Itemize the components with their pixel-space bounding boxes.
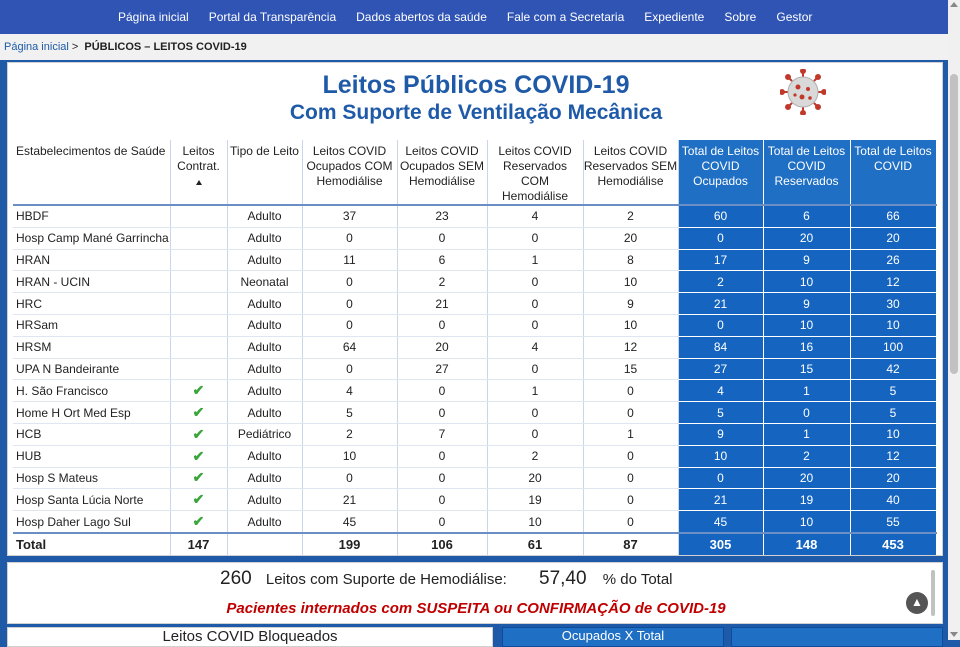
row-contrat (170, 358, 227, 380)
row-tot-occ: 10 (678, 445, 763, 467)
row-res-sem: 12 (583, 336, 678, 358)
check-icon: ✔ (192, 491, 205, 508)
row-tot-res: 9 (763, 293, 850, 315)
row-name: HBDF (13, 205, 170, 227)
row-res-sem: 1 (583, 423, 678, 445)
beds-table (13, 140, 937, 555)
row-res-sem: 2 (583, 205, 678, 227)
row-res-com: 19 (487, 489, 583, 511)
nav-link-3[interactable]: Fale com a Secretaria (506, 10, 625, 24)
hemo-label: Leitos com Suporte de Hemodiálise: (265, 571, 507, 588)
row-tot-res: 20 (763, 467, 850, 489)
row-name: HRSam (13, 314, 170, 336)
col-header-tipo-leito[interactable]: Tipo de Leito (227, 140, 302, 205)
row-contrat (170, 380, 227, 402)
row-tipo: Adulto (227, 336, 302, 358)
row-tipo: Adulto (227, 402, 302, 424)
row-name: HRAN - UCIN (13, 271, 170, 293)
row-occ-com: 0 (302, 467, 397, 489)
row-res-sem: 0 (583, 380, 678, 402)
row-res-sem: 9 (583, 293, 678, 315)
row-occ-com: 4 (302, 380, 397, 402)
nav-link-1[interactable]: Portal da Transparência (208, 10, 337, 24)
row-tot-res: 2 (763, 445, 850, 467)
row-occ-sem: 0 (397, 227, 487, 249)
row-tot: 40 (850, 489, 936, 511)
row-contrat (170, 445, 227, 467)
row-tot-occ: 4 (678, 380, 763, 402)
row-tot-res: 0 (763, 402, 850, 424)
nav-link-6[interactable]: Gestor (776, 10, 813, 24)
row-tipo: Adulto (227, 314, 302, 336)
scroll-up-icon[interactable] (950, 2, 958, 7)
col-header-total-leitos[interactable]: Total de Leitos COVID (850, 140, 936, 205)
table-row (13, 314, 936, 336)
row-name: Hosp S Mateus (13, 467, 170, 489)
totals-res-com: 61 (487, 533, 583, 555)
hemodialysis-summary (220, 568, 673, 590)
row-tot-occ: 21 (678, 489, 763, 511)
row-res-sem: 10 (583, 314, 678, 336)
row-tot: 20 (850, 467, 936, 489)
totals-tot: 453 (850, 533, 936, 555)
page-title: Leitos Públicos COVID-19 (322, 71, 630, 99)
row-tot-occ: 2 (678, 271, 763, 293)
totals-tipo (227, 533, 302, 555)
row-name: Hosp Camp Mané Garrincha (13, 227, 170, 249)
row-occ-sem: 2 (397, 271, 487, 293)
col-header-total-ocupados[interactable]: Total de Leitos COVID Ocupados (678, 140, 763, 205)
row-res-sem: 0 (583, 489, 678, 511)
sort-ascending-icon[interactable] (196, 180, 202, 185)
row-contrat (170, 423, 227, 445)
row-occ-sem: 20 (397, 336, 487, 358)
row-res-com: 10 (487, 511, 583, 533)
breadcrumb-home-link[interactable]: Página inicial (4, 41, 69, 53)
totals-tot-res: 148 (763, 533, 850, 555)
totals-tot-occ: 305 (678, 533, 763, 555)
row-occ-com: 0 (302, 314, 397, 336)
nav-link-4[interactable]: Expediente (644, 10, 705, 24)
row-res-com: 0 (487, 402, 583, 424)
row-tot-res: 1 (763, 423, 850, 445)
table-row (13, 380, 936, 402)
row-occ-com: 0 (302, 271, 397, 293)
row-occ-sem: 0 (397, 445, 487, 467)
row-tot-occ: 45 (678, 511, 763, 533)
row-tipo: Adulto (227, 511, 302, 533)
page-subtitle: Com Suporte de Ventilação Mecânica (289, 101, 663, 124)
row-occ-com: 0 (302, 358, 397, 380)
check-icon: ✔ (192, 513, 205, 530)
row-occ-sem: 6 (397, 249, 487, 271)
col-header-ocupados-com[interactable]: Leitos COVID Ocupados COM Hemodiálise (302, 140, 397, 205)
row-tot: 66 (850, 205, 936, 227)
check-icon: ✔ (192, 447, 205, 464)
row-tot-occ: 9 (678, 423, 763, 445)
row-tot-occ: 17 (678, 249, 763, 271)
extra-tab[interactable] (731, 627, 943, 647)
totals-label: Total (13, 533, 170, 555)
row-occ-sem: 0 (397, 402, 487, 424)
row-name: Home H Ort Med Esp (13, 402, 170, 424)
row-tot: 10 (850, 423, 936, 445)
nav-link-0[interactable]: Página inicial (118, 10, 189, 24)
row-tipo: Adulto (227, 467, 302, 489)
row-occ-sem: 27 (397, 358, 487, 380)
table-row (13, 336, 936, 358)
table-row (13, 467, 936, 489)
row-name: HRC (13, 293, 170, 315)
row-contrat (170, 511, 227, 533)
col-header-estabelecimento[interactable]: Estabelecimentos de Saúde (13, 140, 170, 205)
row-occ-com: 10 (302, 445, 397, 467)
totals-contrat: 147 (170, 533, 227, 555)
row-tot-occ: 5 (678, 402, 763, 424)
totals-occ-sem: 106 (397, 533, 487, 555)
totals-occ-com: 199 (302, 533, 397, 555)
row-res-sem: 10 (583, 271, 678, 293)
row-name: Hosp Santa Lúcia Norte (13, 489, 170, 511)
row-occ-sem: 0 (397, 511, 487, 533)
row-tipo: Pediátrico (227, 423, 302, 445)
row-occ-sem: 7 (397, 423, 487, 445)
row-contrat (170, 467, 227, 489)
row-name: HUB (13, 445, 170, 467)
row-tot: 100 (850, 336, 936, 358)
row-tot-res: 19 (763, 489, 850, 511)
col-header-reservados-com[interactable]: Leitos COVID Reservados COM Hemodiálise (487, 140, 583, 205)
table-row (13, 271, 936, 293)
totals-res-sem: 87 (583, 533, 678, 555)
row-tot-res: 10 (763, 271, 850, 293)
row-res-com: 20 (487, 467, 583, 489)
row-tot: 42 (850, 358, 936, 380)
summary-panel (7, 562, 943, 624)
breadcrumb-separator: > (68, 41, 82, 53)
row-occ-sem: 0 (397, 380, 487, 402)
row-tipo: Adulto (227, 445, 302, 467)
chevron-up-icon: ▲ (911, 595, 923, 609)
row-occ-com: 37 (302, 205, 397, 227)
row-occ-com: 11 (302, 249, 397, 271)
row-tot-res: 16 (763, 336, 850, 358)
table-row (13, 227, 936, 249)
row-tot: 10 (850, 314, 936, 336)
check-icon: ✔ (192, 469, 205, 486)
top-nav (0, 0, 948, 34)
hemo-count: 260 (220, 568, 252, 589)
table-row (13, 402, 936, 424)
row-res-sem: 0 (583, 511, 678, 533)
row-tipo: Adulto (227, 249, 302, 271)
row-name: UPA N Bandeirante (13, 358, 170, 380)
beds-panel (7, 62, 943, 556)
row-contrat (170, 336, 227, 358)
row-res-com: 1 (487, 249, 583, 271)
table-row (13, 423, 936, 445)
row-name: HRSM (13, 336, 170, 358)
row-tot-occ: 0 (678, 467, 763, 489)
row-occ-com: 5 (302, 402, 397, 424)
hemo-percent-label: % do Total (602, 571, 673, 588)
occupied-vs-total-label: Ocupados X Total (561, 628, 665, 643)
row-tot-res: 20 (763, 227, 850, 249)
row-name: HCB (13, 423, 170, 445)
row-occ-sem: 21 (397, 293, 487, 315)
row-res-com: 0 (487, 423, 583, 445)
row-occ-sem: 23 (397, 205, 487, 227)
row-contrat (170, 205, 227, 227)
row-tot-occ: 0 (678, 227, 763, 249)
row-tipo: Adulto (227, 358, 302, 380)
breadcrumb (0, 34, 948, 60)
row-res-com: 2 (487, 445, 583, 467)
blocked-beds-panel (7, 627, 493, 647)
row-name: Hosp Daher Lago Sul (13, 511, 170, 533)
row-res-sem: 0 (583, 467, 678, 489)
row-res-com: 4 (487, 205, 583, 227)
row-contrat (170, 271, 227, 293)
row-tot: 12 (850, 445, 936, 467)
row-contrat (170, 227, 227, 249)
table-row (13, 489, 936, 511)
row-contrat (170, 489, 227, 511)
row-tot: 5 (850, 402, 936, 424)
row-tot-res: 9 (763, 249, 850, 271)
row-tot-occ: 0 (678, 314, 763, 336)
table-row (13, 249, 936, 271)
nav-link-5[interactable]: Sobre (724, 10, 757, 24)
row-tipo: Adulto (227, 293, 302, 315)
row-res-com: 0 (487, 314, 583, 336)
check-icon: ✔ (192, 382, 205, 399)
check-icon: ✔ (192, 404, 205, 421)
occupied-vs-total-tab[interactable] (502, 627, 724, 647)
nav-link-2[interactable]: Dados abertos da saúde (356, 10, 487, 24)
row-res-sem: 0 (583, 402, 678, 424)
row-tot-occ: 84 (678, 336, 763, 358)
row-tot-res: 6 (763, 205, 850, 227)
scroll-down-icon[interactable] (950, 632, 958, 637)
row-tot: 5 (850, 380, 936, 402)
check-icon: ✔ (192, 425, 205, 442)
row-tot: 26 (850, 249, 936, 271)
summary-scrollbar-thumb[interactable] (931, 570, 935, 616)
row-tot: 30 (850, 293, 936, 315)
row-res-sem: 15 (583, 358, 678, 380)
page-scrollbar[interactable] (948, 0, 960, 640)
row-occ-com: 2 (302, 423, 397, 445)
col-header-ocupados-sem[interactable]: Leitos COVID Ocupados SEM Hemodiálise (397, 140, 487, 205)
row-tot: 12 (850, 271, 936, 293)
row-tipo: Adulto (227, 205, 302, 227)
breadcrumb-current: PÚBLICOS – LEITOS COVID-19 (84, 41, 247, 53)
row-tipo: Adulto (227, 489, 302, 511)
table-row (13, 445, 936, 467)
row-res-sem: 20 (583, 227, 678, 249)
coronavirus-icon (780, 69, 826, 115)
row-contrat (170, 293, 227, 315)
totals-row (13, 533, 936, 555)
row-tot: 20 (850, 227, 936, 249)
row-res-com: 0 (487, 293, 583, 315)
patients-alert: Pacientes internados com SUSPEITA ou CONFIRMAÇÃO de COVID-19 (226, 600, 726, 617)
scrollbar-thumb[interactable] (950, 74, 958, 374)
row-res-com: 0 (487, 358, 583, 380)
table-row (13, 358, 936, 380)
row-tipo: Neonatal (227, 271, 302, 293)
row-name: H. São Francisco (13, 380, 170, 402)
row-contrat (170, 402, 227, 424)
row-tot-occ: 21 (678, 293, 763, 315)
row-res-com: 1 (487, 380, 583, 402)
row-res-sem: 0 (583, 445, 678, 467)
row-tot-res: 15 (763, 358, 850, 380)
table-row (13, 511, 936, 533)
col-header-reservados-sem[interactable]: Leitos COVID Reservados SEM Hemodiálise (583, 140, 678, 205)
row-res-com: 0 (487, 271, 583, 293)
col-header-total-reservados[interactable]: Total de Leitos COVID Reservados (763, 140, 850, 205)
table-row (13, 205, 936, 227)
hemo-percent: 57,40 (539, 568, 587, 589)
row-tipo: Adulto (227, 227, 302, 249)
back-to-top-button[interactable] (906, 592, 928, 614)
summary-scrollbar[interactable] (930, 566, 936, 620)
row-occ-com: 0 (302, 293, 397, 315)
row-name: HRAN (13, 249, 170, 271)
row-tot-occ: 27 (678, 358, 763, 380)
col-header-leitos-contrat[interactable]: Leitos Contrat. (170, 140, 227, 205)
row-tot-res: 1 (763, 380, 850, 402)
row-contrat (170, 314, 227, 336)
row-res-sem: 8 (583, 249, 678, 271)
row-occ-com: 21 (302, 489, 397, 511)
row-occ-com: 64 (302, 336, 397, 358)
row-tot-res: 10 (763, 314, 850, 336)
row-occ-com: 45 (302, 511, 397, 533)
row-occ-com: 0 (302, 227, 397, 249)
row-tot-res: 10 (763, 511, 850, 533)
row-tot-occ: 60 (678, 205, 763, 227)
row-occ-sem: 0 (397, 314, 487, 336)
row-occ-sem: 0 (397, 489, 487, 511)
row-tipo: Adulto (227, 380, 302, 402)
row-occ-sem: 0 (397, 467, 487, 489)
row-contrat (170, 249, 227, 271)
row-res-com: 4 (487, 336, 583, 358)
blocked-beds-title: Leitos COVID Bloqueados (162, 628, 338, 645)
row-tot: 55 (850, 511, 936, 533)
row-res-com: 0 (487, 227, 583, 249)
table-row (13, 293, 936, 315)
